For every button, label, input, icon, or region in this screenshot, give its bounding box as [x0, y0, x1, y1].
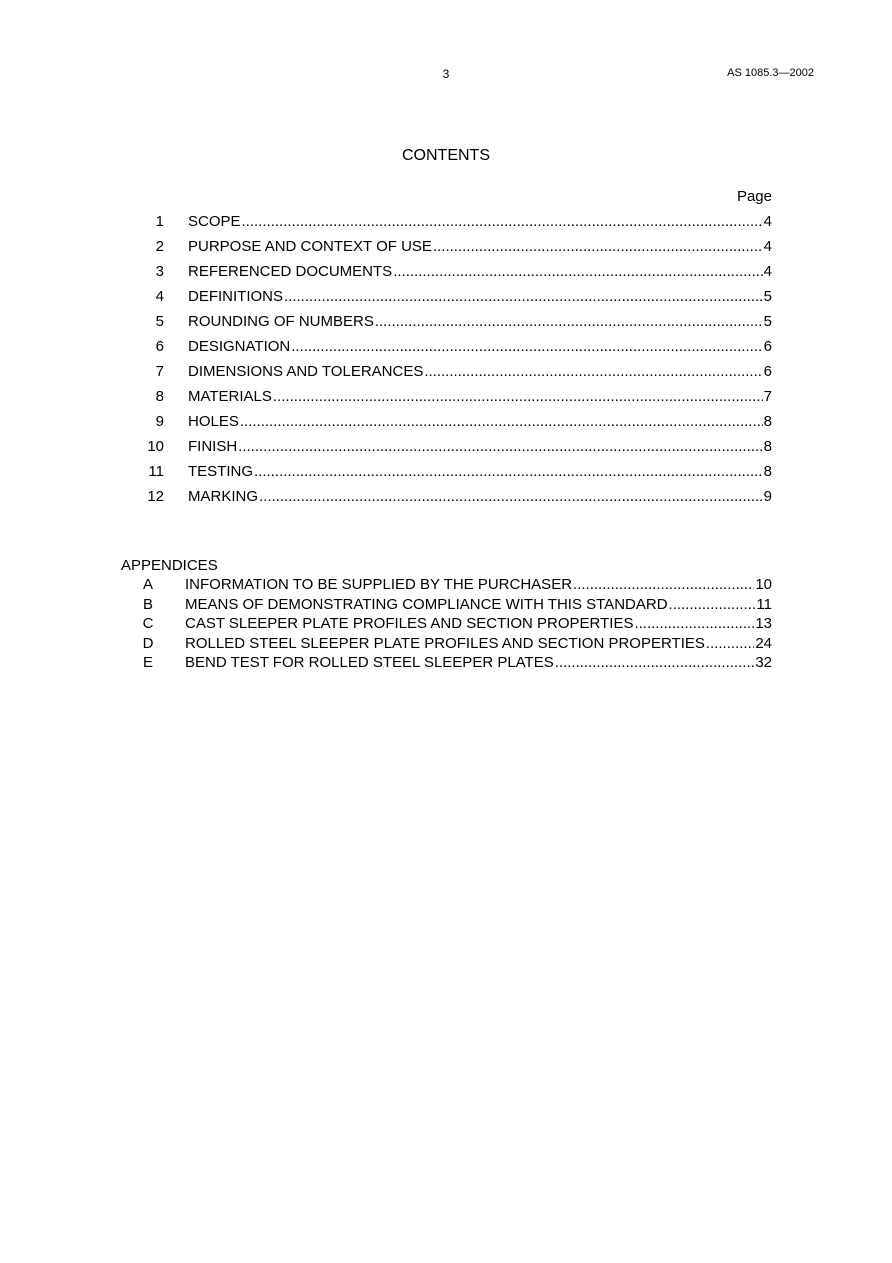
header-document-id: AS 1085.3—2002 [727, 67, 814, 79]
toc-entry-line [188, 461, 772, 483]
dot-leader [669, 595, 756, 615]
toc-entry [0, 436, 892, 461]
toc-entry-title: DEFINITIONS [188, 288, 284, 305]
toc-entry-page: 7 [763, 388, 772, 405]
toc-entry-page: 5 [763, 288, 772, 305]
toc-entry [0, 336, 892, 361]
toc-entry-number: 2 [155, 238, 164, 255]
toc-entry [0, 411, 892, 436]
toc-entry-title: SCOPE [188, 213, 241, 230]
toc-entry-title: REFERENCED DOCUMENTS [188, 263, 393, 280]
toc-entry-number: 8 [155, 388, 164, 405]
toc-entry [0, 461, 892, 486]
appendix-letter: B [142, 595, 153, 613]
toc-entry [0, 361, 892, 386]
appendix-line [185, 595, 772, 615]
toc-entry-number: 1 [155, 213, 164, 230]
dot-leader [254, 461, 763, 483]
toc-entry-page: 5 [763, 313, 772, 330]
dot-leader [375, 311, 763, 333]
toc-entry-page: 9 [763, 488, 772, 505]
toc-entry [0, 386, 892, 411]
toc-entry-title: PURPOSE AND CONTEXT OF USE [188, 238, 432, 255]
dot-leader [706, 634, 754, 654]
toc-entry-page: 6 [763, 338, 772, 355]
appendix-page: 13 [755, 615, 772, 633]
toc-entry-title: ROUNDING OF NUMBERS [188, 313, 374, 330]
toc-entry-line [188, 436, 772, 458]
toc-entry-title: DIMENSIONS AND TOLERANCES [188, 363, 424, 380]
dot-leader [634, 614, 754, 634]
toc-entry-line [188, 236, 772, 258]
toc-entry [0, 286, 892, 311]
dot-leader [259, 486, 763, 508]
toc-sections [0, 211, 892, 511]
dot-leader [424, 361, 762, 383]
toc-entry-title: MATERIALS [188, 388, 272, 405]
appendix-letter: C [142, 615, 154, 633]
toc-entry-line [188, 361, 772, 383]
toc-entry-line [188, 486, 772, 508]
toc-entry-title: FINISH [188, 438, 238, 455]
toc-entry-number: 11 [148, 463, 164, 480]
dot-leader [555, 653, 755, 673]
appendix-title: MEANS OF DEMONSTRATING COMPLIANCE WITH THIS STANDARD [185, 595, 668, 613]
toc-appendices [0, 575, 892, 673]
toc-entry [0, 236, 892, 261]
page-column-label: Page [736, 188, 772, 205]
appendix-page: 10 [755, 576, 772, 593]
dot-leader [284, 286, 763, 308]
appendix-line [185, 653, 772, 673]
toc-entry-page: 8 [763, 413, 772, 430]
appendix-letter: A [142, 576, 153, 593]
appendix-page: 11 [756, 595, 772, 613]
dot-leader [291, 336, 762, 358]
appendix-entry [0, 614, 892, 634]
appendix-entry [0, 653, 892, 673]
appendix-page: 32 [755, 654, 772, 672]
appendices-heading: APPENDICES [121, 557, 218, 574]
dot-leader [573, 575, 754, 595]
toc-entry-number: 10 [147, 438, 164, 455]
toc-entry-page: 4 [763, 263, 772, 280]
appendix-entry [0, 634, 892, 654]
appendix-entry [0, 575, 892, 595]
toc-entry-page: 6 [763, 363, 772, 380]
dot-leader [242, 211, 763, 233]
appendix-title: INFORMATION TO BE SUPPLIED BY THE PURCHASER [185, 576, 573, 593]
toc-entry-title: TESTING [188, 463, 254, 480]
appendix-letter: D [142, 634, 154, 652]
appendix-title: ROLLED STEEL SLEEPER PLATE PROFILES AND SECTION PROPERTIES [185, 634, 705, 652]
appendix-line [185, 614, 772, 634]
toc-entry-line [188, 286, 772, 308]
toc-entry-page: 8 [763, 438, 772, 455]
toc-entry-line [188, 411, 772, 433]
toc-entry-line [188, 211, 772, 233]
toc-entry-title: HOLES [188, 413, 239, 430]
toc-entry-number: 3 [155, 263, 164, 280]
dot-leader [238, 436, 762, 458]
toc-entry-number: 6 [155, 338, 164, 355]
dot-leader [273, 386, 763, 408]
header-page-number: 3 [442, 67, 450, 81]
toc-entry-number: 12 [147, 488, 164, 505]
toc-entry [0, 486, 892, 511]
toc-entry-line [188, 261, 772, 283]
toc-entry-number: 5 [155, 313, 164, 330]
appendix-line [185, 634, 772, 654]
toc-entry-number: 9 [155, 413, 164, 430]
appendix-entry [0, 595, 892, 615]
appendix-letter: E [142, 654, 153, 672]
contents-title: CONTENTS [402, 147, 490, 164]
appendix-title: BEND TEST FOR ROLLED STEEL SLEEPER PLATES [185, 654, 554, 672]
dot-leader [393, 261, 762, 283]
toc-entry [0, 211, 892, 236]
dot-leader [433, 236, 763, 258]
appendix-line [185, 575, 772, 595]
toc-entry-number: 7 [155, 363, 164, 380]
toc-entry-page: 4 [763, 213, 772, 230]
toc-entry-title: MARKING [188, 488, 259, 505]
toc-entry-page: 8 [763, 463, 772, 480]
dot-leader [240, 411, 763, 433]
toc-entry [0, 261, 892, 286]
appendix-page: 24 [755, 634, 772, 652]
toc-entry-page: 4 [763, 238, 772, 255]
toc-entry-line [188, 386, 772, 408]
toc-entry-number: 4 [155, 288, 164, 305]
toc-entry-line [188, 336, 772, 358]
appendix-title: CAST SLEEPER PLATE PROFILES AND SECTION PROPERTIES [185, 615, 634, 633]
toc-entry-title: DESIGNATION [188, 338, 291, 355]
toc-entry-line [188, 311, 772, 333]
toc-entry [0, 311, 892, 336]
